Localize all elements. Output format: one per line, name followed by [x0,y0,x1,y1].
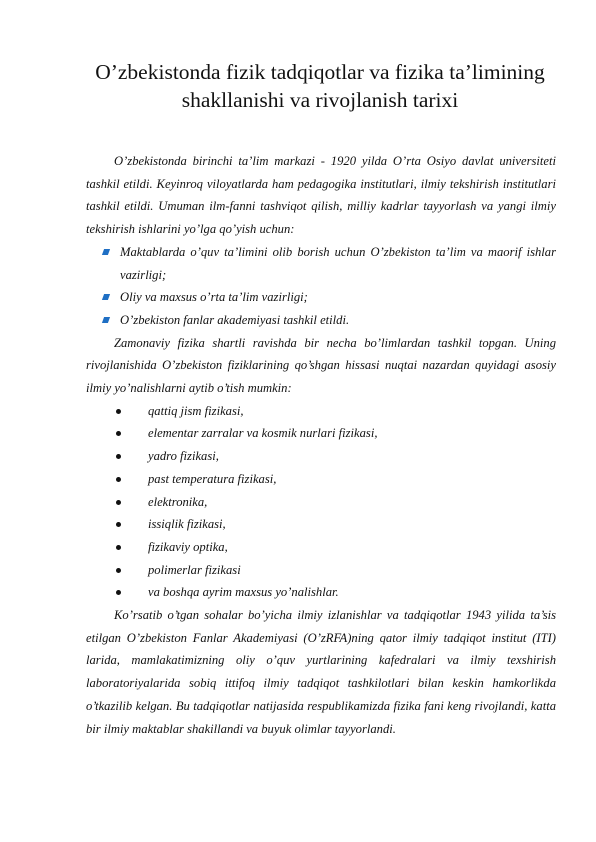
round-bullet-icon [116,590,121,595]
research-directions-list [86,400,556,604]
page-title: O’zbekistonda fizik tadqiqotlar va fizika ta’limining shakllanishi va rivojlanish tarixi [95,60,545,112]
institutions-list [86,241,556,332]
round-bullet-icon [116,409,121,414]
list-item: polimerlar fizikasi [86,559,556,582]
list-item: fizikaviy optika, [86,536,556,559]
round-bullet-icon [116,545,121,550]
list-item: Oliy va maxsus o’rta ta’lim vazirligi; [86,286,556,309]
round-bullet-icon [116,431,121,436]
square-bullet-icon [102,294,110,300]
round-bullet-icon [116,522,121,527]
square-bullet-icon [102,317,110,323]
round-bullet-icon [116,500,121,505]
round-bullet-icon [116,477,121,482]
list-item: va boshqa ayrim maxsus yo’nalishlar. [86,581,556,604]
paragraph-directions: Zamonaviy fizika shartli ravishda bir necha bo’limlardan tashkil topgan. Uning rivojlanishida O’zbekiston fiziklarining qo’shgan hissasi nuqtai nazardan quyidagi asosiy ilmiy yo’nalishlarni aytib o’tish mumkin: [86,335,556,396]
round-bullet-icon [116,568,121,573]
paragraph-research-history: Ko’rsatib o’tgan sohalar bo’yicha ilmiy izlanishlar va tadqiqotlar 1943 yilida ta’sis etilgan O’zbekiston Fanlar Akademiyasi (O’zRFA)ning qator ilmiy tadqiqot institut (ITI) larida, mamlakatimizning oliy o’quv yurtlarining kafedralari va ilmiy texshirish laboratoriyalarida sobiq ittifoq ilmiy tadqiqot tashkilotlari bilan keskin hamkorlikda o’tkazilib kelgan. Bu tadqiqotlar natijasida respublikamizda fizika fani keng rivojlandi, katta bir ilmiy maktablar shakillandi va buyuk olimlar tayyorlandi. [86,608,556,736]
paragraph-intro: O’zbekistonda birinchi ta’lim markazi - 1920 yilda O’rta Osiyo davlat universiteti tashkil etildi. Keyinroq viloyatlarda ham pedagogika institutlari, ilmiy tekshirish institutlari tashkil etildi. Umuman ilm-fanni tashviqot qilish, milliy kadrlar tayyorlash va yangi ilmiy tekshirish ishlarini yo’lga qo’yish uchun: [86,154,556,237]
round-bullet-icon [116,454,121,459]
list-item: yadro fizikasi, [86,445,556,468]
list-item: elementar zarralar va kosmik nurlari fizikasi, [86,422,556,445]
list-item: elektronika, [86,491,556,514]
list-item: O’zbekiston fanlar akademiyasi tashkil etildi. [86,309,556,332]
square-bullet-icon [102,249,110,255]
list-item: Maktablarda o’quv ta’limini olib borish uchun O’zbekiston ta’lim va maorif ishlar vazirligi; [86,241,556,286]
list-item: past temperatura fizikasi, [86,468,556,491]
list-item: issiqlik fizikasi, [86,513,556,536]
document-body [86,150,556,740]
list-item: qattiq jism fizikasi, [86,400,556,423]
